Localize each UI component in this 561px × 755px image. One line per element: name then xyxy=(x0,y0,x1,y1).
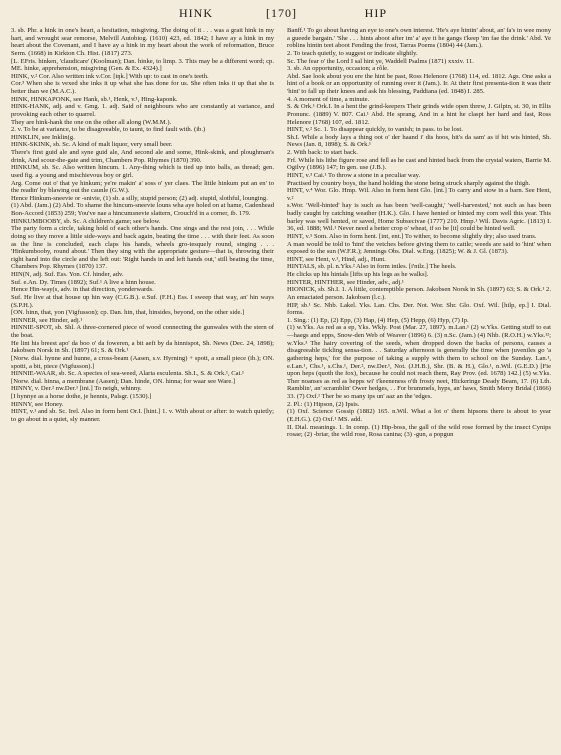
dictionary-entry: [Norw. dial. hinna, a membrane (Aasen); Dan. hinde, ON. hinna; for waar see Ware.] xyxy=(11,377,236,385)
dictionary-entry: [L. EFris. hinken, 'claudicare' (Koolman); Dan. hinke, to limp. 3. This may be a different word; cp. ME. hinke, apprehension, misgiving (Gen. & Ex. 4324).] xyxy=(11,57,274,73)
dictionary-entry: HINNIE-WAAR, sb. Sc. A species of sea-weed, Alaria esculenta. Sh.I., S. & Ork.¹, Cai.¹ xyxy=(11,370,245,378)
dictionary-entry: Sh.I. While a body lays a thing oot o' der haand i' dis hoos, hit's da sam' as if hit wis hinted, Sh. News (Jan. 8, 1898); S. & Ork.¹ xyxy=(287,133,551,149)
dictionary-entry: A man would be told to 'hint' the vetches before giving them to cattle; weeds are said to 'hint' when exposed to the sun (W.F.R.); Jennings Obs. Dial. w.Eng. (1825); W. & J. Gl. (1873). xyxy=(287,240,551,256)
dictionary-entry: Abd. Sae look about you ere the hint be past, Ross Helenore (1768) 114, ed. 1812. Ags. One asks a hint of a book or an opportunity of running over it (Jam.). Ir. At their first presenta-tion it was their 'hint' to fall up their knees and ask his blessing, Paddiana (ed. 1848) I. 285. xyxy=(287,72,551,95)
left-column xyxy=(11,27,274,424)
dictionary-entry: HINKLIN, see Inklin(g. xyxy=(11,133,75,141)
dictionary-entry: HINT, v.⁴ Wor. Glo. Hmp. Wil. Also in form hent Glo. [int.] To carry and stow in a barn. See Hent, v.² xyxy=(287,187,551,202)
dictionary-entry: (1) w.Yks. As red as a ep, Yks. Wkly. Post (Mar. 27, 1897). m.Lan.¹ (2) w.Yks. Getting stuff to eat—haegs and epps, Snow-den Web of Weaver (1896) 6. (3) n.Sc. (Jam.) (4) Nhb. (R.O.H.) w.Yks.¹²; w.Yks.³ The hairy covering of the seeds, when dropped down the backs of persons, causes a disagreeable tickling sensa-tion. . . Saturday afternoon is generally the time when juveniles go 'a gathering heps,' for the purpose of taking a supply with them to school on the Sunday. Lan.¹, e.Lan.¹, Chs.¹, s.Chs.¹, Der.², nw.Der.¹, Not. (J.H.B.), Shr. (B. & H.), Glo.¹, n.Wil. (G.E.D.) [Fie upon heps (quoth the fox), because he could not reach them, Ray Prov. (ed. 1678) 142.] (5) w.Yks. Ther noanses as red as hepps wi' t'keeneness o'th frosty neet, Hickeringe Deady Beam, 17. (6) Lth. Ramblin', an' scramblin' Ower hedges, . . For brummels, hyps, an' haws, Smith Merry Bridal (1866) 33. (7) Oxf.¹ Ther be so many ips un' aaz an the 'edges. xyxy=(287,324,551,400)
dictionary-entry: 2. To teach quietly, to suggest or indicate slightly. xyxy=(287,49,418,57)
dictionary-entry: 2. v. To be at variance, to be disagreeable, to taunt, to find fault with. (ib.) xyxy=(11,126,206,134)
dictionary-entry: S. & Ork.¹ Ork.I. In a hent the grind-keepers Their grinds wide open threw, J. Gilpin, st. 30, in Ellis Pronunc. (1889) V. 807. Cai.¹ Abd. He sprang, And in a hint he claspt her hard and fast, Ross Helenore (1768) 107, ed. 1812. xyxy=(287,103,551,126)
dictionary-entry: The party form a circle, taking hold of each other's hands. One sings and the rest join, . . . While doing so they move a little side-ways and back again, beating the time . . . with their feet. As soon as the line is concluded, each claps his hands, wheels gro-tesquely round, singing . . . 'Hinkumbooby, round about.' Then they sing with the appropriate gesture—that is, throwing their right hand into the circle and the left out: 'Right hands in and left hands out,' still beating the time, Chambers Pop. Rhymes (1870) 137. xyxy=(11,225,274,271)
dictionary-entry: Practised by country boys, the hand holding the stone being struck sharply against the thigh. xyxy=(287,179,531,187)
page-number: [170] xyxy=(266,6,297,20)
dictionary-entry: Suf. He live at that house up hin way (C.G.B.). e.Suf. (F.H.) Ess. I sweep that way, an' hin ways (S.P.H.). xyxy=(11,293,274,309)
dictionary-entry: [I hynnye as a horse dothe, je hennis, Palsgr. (1530).] xyxy=(11,393,152,400)
dictionary-entry: HINKUMBOOBY, sb. Sc. A children's game; see below. xyxy=(11,217,161,225)
dictionary-entry: Banff.¹ To go about having an eye to one's own interest. 'He's aye hintin' about, an' fa's in wee mony a gueede bargain.' 'She . . . hints aboot after im' a' aye it he gangs t'keep 'im fae the drink.' Abd. Ye roblins hintin teet aboot Fending the frost, Tarras Poems (1804) 44 (Jam.). xyxy=(287,27,551,50)
dictionary-entry: HINK-HANK, adj. and v. Gmg. 1. adj. Said of neighbours who are constantly at variance, and provoking each other to quarrel. xyxy=(11,103,274,118)
dictionary-entry: s.Wor. 'Well-hinted' hay is such as has been 'well-caught,' 'well-harvested,' not such as has been badly caught by catching weather (H.K.). Glo. I have hented or hinted my corn well this year. This barley was well hented, or saved, Home Subsecivae (1777) 210. Hmp.¹ Wil. Davis Agric. (1813) I. 36, ed. 1888; Wil.¹ Never need a better crop o' wheat, if so be [it] could be hinted well. xyxy=(287,202,551,233)
dictionary-entry: Cor.³ When she is vexed she inks it up what she has done for us. She often inks it up that she is better than we (M.A.C.). xyxy=(11,80,274,95)
dictionary-entry: Suf. e.An. Dy. Times (1892); Suf.¹ A live a hinn house. xyxy=(11,278,156,286)
dictionary-entry: HINNY, v. Der.² nw.Der.¹ [ini.] To neigh, whinny. xyxy=(11,385,142,393)
running-head-last-word: HIP xyxy=(364,6,387,20)
dictionary-entry: 4. A moment of time, a minute. xyxy=(287,95,370,103)
dictionary-entry: HIP, sb.¹ Sc. Nhb. Lakel. Yks. Lan. Chs. Der. Not. Wor. Shr. Glo. Oxf. Wil. [hilp, ep.] I. Dial. forms. xyxy=(287,301,551,317)
dictionary-entry: Frf. While his lithe figure rose and fell as he cast and hinted back from the crystal waters, Barrie M. Ogilvy (1896) 147; In gen. use (J.B.). xyxy=(287,156,551,172)
dictionary-entry: HINKUM, sb. Sc. Also written hincum. 1. Any-thing which is tied up into balls, as thread; gen. used fig. a young and mischievous boy or girl. xyxy=(11,164,274,179)
dictionary-entry: 3. sb. Phr. a hink in one's heart, a hesitation, misgiving. The doing of it . . . was a grait hink in my hart, and wrought sear remorse, Melvill Autobiog. (1610) 423, ed. 1842; I have ay a hink in my heart about the Covenant, and I have ay a hink in my heart about the work of reformation, Bruce Serm. (1668) in Kirkton Ch. Hist. (1817) 273. xyxy=(11,27,274,57)
dictionary-entry: HINK-SKINK, sb. Sc. A kind of malt liquor, very small beer. xyxy=(11,141,173,149)
dictionary-entry: [Norw. dial. hynne and hunne, a cross-beam (Aasen, s.v. Hyrning) + spott, a small piece (ib.); ON. spotti, a bit, piece (Vigfusson).] xyxy=(11,354,274,370)
dictionary-entry: HINTALS, sb. pl. n.Yks.² Also in form intles. [i'ntlz.] The heels. xyxy=(287,263,457,271)
right-column xyxy=(287,27,551,439)
dictionary-entry: 2. Pl.: (1) Hipson, (2) Ipsis. xyxy=(287,400,360,408)
dictionary-entry: There's first guid ale and syne guid ale, And second ale and some, Hink-skink, and ploughman's drink, And scour-the-gate and trim, Chambers Pop. Rhymes (1870) 390. xyxy=(11,149,274,164)
dictionary-entry: [ON. hinn, that, yon (Vigfusson); cp. Dan. hin, that, hinsides, beyond, on the other side.] xyxy=(11,309,245,317)
dictionary-entry: HIN(N, adj. Suf. Ess. Yon. Cf. hinder, adv. xyxy=(11,271,124,278)
dictionary-entry: 3. sb. An opportunity, occasion; a rôle. xyxy=(287,65,389,73)
dictionary-entry: 1. Sing.: (1) Ep, (2) Epp, (3) Hap, (4) Hep, (5) Hepp, (6) Hyp, (7) Ip. xyxy=(287,316,469,324)
dictionary-entry: II. Dial. meanings. 1. In comp. (1) Hip-boss, the gall of the wild rose formed by the insect Cynips rosae; (2) -briar, the wild rose, Rosa canina; (3) -gun, a popgun xyxy=(287,423,551,439)
dictionary-entry: He clicks up his hintals [lifts up his legs as he walks]. xyxy=(287,271,429,278)
dictionary-entry: HINT, v.² Sc. 1. To disappear quickly, to vanish; in pass. to be lost. xyxy=(287,126,463,134)
dictionary-entry: HINTER, HINTHER, see Hinder, adv., adj.¹ xyxy=(287,278,404,286)
dictionary-entry: (1) Oxf. Science Gossip (1882) 165. n.Wil. What a lot o' them hipsons there is about to year (E.H.G.). (2) Oxf.¹ MS. add. xyxy=(287,408,551,423)
dictionary-entry: HINNER, see Hinder, adj.¹ xyxy=(11,316,83,324)
dictionary-entry: HINT, see Hent, v.¹, Hind, adj., Hunt. xyxy=(287,255,386,263)
dictionary-entry: HINT, v.⁵ Som. Also in form hent. [int, ent.] To wither, to become slightly dry; also used trans. xyxy=(287,232,537,240)
dictionary-entry: HIONICK, sb. Sh.I. 1. A little, contemptible person. Jakobsen Norsk in Sh. (1897) 63; S. & Ork.¹ 2. An emaciated person. Jakobsen (l.c.). xyxy=(287,286,551,301)
dictionary-entry: HINT, v.¹ and sb. Sc. Irel. Also in form hent Or.I. [hint.] 1. v. With about or after: to watch quietly; to go about in a quiet, sly manner. xyxy=(11,408,274,423)
dictionary-entry: HINK, v.² Cor. Also written ink v.Cor. [iŋk.] With up: to cast in one's teeth. xyxy=(11,72,209,80)
dictionary-entry: Arg. Come out o' that ye hinkum; ye're makin' a' soss o' yer claes. The little hinkum put an en' to the readin' by blawing out the caunle (G.W.). xyxy=(11,179,274,195)
dictionary-entry: He lint his breest apo' da boo o' da foweren, a bit aeft by da hinnispot, Sh. News (Dec. 24, 1898); Jakobsen Norsk in Sh. (1897) 61; S. & Ork.¹ xyxy=(11,339,274,355)
running-head xyxy=(24,6,537,24)
dictionary-entry: HINK, HINKAPONK, see Hank, sb.¹, Henk, v.¹, Hing-kaponk. xyxy=(11,95,178,103)
dictionary-entry: 2. With back: to start back. xyxy=(287,149,358,156)
dictionary-entry: They are hink-hank the one on the other all along (W.M.M.). xyxy=(11,118,172,126)
dictionary-entry: Hence Hin-way(s, adv. in that direction, yonderwards. xyxy=(11,286,154,294)
running-head-first-word: HINK xyxy=(179,6,213,20)
dictionary-entry: HINT, v.³ Cai.¹ To throw a stone in a peculiar way. xyxy=(287,171,421,179)
dictionary-entry: HINNIE-SPOT, sb. Shl. A three-cornered piece of wood connecting the gunwales with the stern of the boat. xyxy=(11,324,274,339)
dictionary-entry: (1) Abd. (Jam.) (2) Abd. To shame the hincum-sneevie louns wha aye holed on at hame, Cadenhead Bon-Accord (1853) 259; You've nae a hincumsnevie slattern, Crouch'd in a corner, ib. 179. xyxy=(11,202,274,217)
dictionary-entry: Sc. The fear o' the Lord I sal hint ye, Waddell Psalms (1871) xxxiv. 11. xyxy=(287,57,474,65)
dictionary-entry: Hence Hinkum-sneevie or -snivie, (1) sb. a silly, stupid person; (2) adj. stupid, slothful, lounging. xyxy=(11,194,268,202)
dictionary-entry: HINNY, see Honey. xyxy=(11,400,64,408)
